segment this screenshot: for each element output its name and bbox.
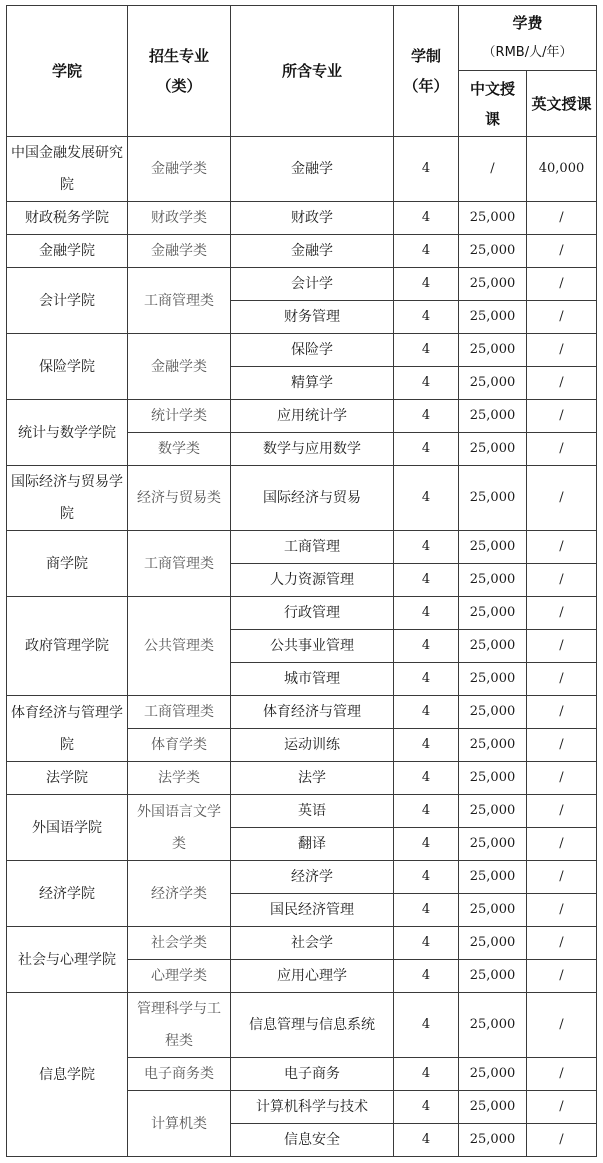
table-row bbox=[7, 334, 597, 367]
duration-years: 4 bbox=[394, 1058, 459, 1091]
fee-english: / bbox=[527, 663, 597, 696]
major-name: 社会学 bbox=[231, 927, 394, 960]
major-name: 英语 bbox=[231, 795, 394, 828]
duration-years: 4 bbox=[394, 531, 459, 564]
table-row bbox=[7, 597, 597, 630]
fee-english: / bbox=[527, 268, 597, 301]
major-name: 保险学 bbox=[231, 334, 394, 367]
enrollment-category: 心理学类 bbox=[128, 960, 231, 993]
fee-english: / bbox=[527, 927, 597, 960]
fee-english: / bbox=[527, 630, 597, 663]
enrollment-category: 经济学类 bbox=[128, 861, 231, 927]
enrollment-category: 金融学类 bbox=[128, 137, 231, 202]
major-name: 信息安全 bbox=[231, 1124, 394, 1157]
fee-chinese: 25,000 bbox=[459, 334, 527, 367]
table-row bbox=[7, 466, 597, 531]
header-majors: 所含专业 bbox=[231, 6, 394, 137]
header-duration: 学制（年） bbox=[394, 6, 459, 137]
duration-years: 4 bbox=[394, 433, 459, 466]
fee-english: / bbox=[527, 597, 597, 630]
fee-english: / bbox=[527, 729, 597, 762]
fee-english: / bbox=[527, 828, 597, 861]
duration-years: 4 bbox=[394, 1091, 459, 1124]
fee-english: / bbox=[527, 762, 597, 795]
enrollment-category: 统计学类 bbox=[128, 400, 231, 433]
college-name: 商学院 bbox=[7, 531, 128, 597]
table-row bbox=[7, 927, 597, 960]
college-name: 外国语学院 bbox=[7, 795, 128, 861]
fee-chinese: 25,000 bbox=[459, 1124, 527, 1157]
duration-years: 4 bbox=[394, 137, 459, 202]
enrollment-category: 经济与贸易类 bbox=[128, 466, 231, 531]
enrollment-category: 工商管理类 bbox=[128, 268, 231, 334]
table-row bbox=[7, 993, 597, 1058]
enrollment-category: 体育学类 bbox=[128, 729, 231, 762]
enrollment-category: 电子商务类 bbox=[128, 1058, 231, 1091]
fee-chinese: 25,000 bbox=[459, 762, 527, 795]
duration-years: 4 bbox=[394, 466, 459, 531]
major-name: 行政管理 bbox=[231, 597, 394, 630]
college-name: 保险学院 bbox=[7, 334, 128, 400]
major-name: 金融学 bbox=[231, 235, 394, 268]
major-name: 数学与应用数学 bbox=[231, 433, 394, 466]
table-row bbox=[7, 696, 597, 729]
fee-chinese: 25,000 bbox=[459, 696, 527, 729]
fee-chinese: 25,000 bbox=[459, 367, 527, 400]
fee-english: / bbox=[527, 1091, 597, 1124]
fee-english: / bbox=[527, 696, 597, 729]
duration-years: 4 bbox=[394, 762, 459, 795]
fee-chinese: 25,000 bbox=[459, 795, 527, 828]
fee-english: / bbox=[527, 466, 597, 531]
major-name: 公共事业管理 bbox=[231, 630, 394, 663]
college-name: 金融学院 bbox=[7, 235, 128, 268]
major-name: 会计学 bbox=[231, 268, 394, 301]
fee-chinese: 25,000 bbox=[459, 993, 527, 1058]
major-name: 应用统计学 bbox=[231, 400, 394, 433]
fee-chinese: 25,000 bbox=[459, 828, 527, 861]
college-name: 政府管理学院 bbox=[7, 597, 128, 696]
major-name: 国民经济管理 bbox=[231, 894, 394, 927]
duration-years: 4 bbox=[394, 861, 459, 894]
duration-years: 4 bbox=[394, 993, 459, 1058]
enrollment-category: 法学类 bbox=[128, 762, 231, 795]
fee-chinese: 25,000 bbox=[459, 894, 527, 927]
fee-english: / bbox=[527, 861, 597, 894]
table-row bbox=[7, 235, 597, 268]
fee-chinese: 25,000 bbox=[459, 630, 527, 663]
duration-years: 4 bbox=[394, 202, 459, 235]
header-fee bbox=[459, 6, 597, 71]
major-name: 运动训练 bbox=[231, 729, 394, 762]
fee-english: / bbox=[527, 400, 597, 433]
college-name: 国际经济与贸易学院 bbox=[7, 466, 128, 531]
college-name: 法学院 bbox=[7, 762, 128, 795]
enrollment-category: 数学类 bbox=[128, 433, 231, 466]
duration-years: 4 bbox=[394, 894, 459, 927]
fee-chinese: 25,000 bbox=[459, 564, 527, 597]
major-name: 计算机科学与技术 bbox=[231, 1091, 394, 1124]
fee-chinese: 25,000 bbox=[459, 400, 527, 433]
major-name: 财政学 bbox=[231, 202, 394, 235]
table-row bbox=[7, 268, 597, 301]
fee-chinese: 25,000 bbox=[459, 597, 527, 630]
fee-chinese: 25,000 bbox=[459, 531, 527, 564]
enrollment-category: 工商管理类 bbox=[128, 531, 231, 597]
fee-english: / bbox=[527, 1124, 597, 1157]
fee-english: / bbox=[527, 235, 597, 268]
fee-chinese: 25,000 bbox=[459, 663, 527, 696]
fee-english: / bbox=[527, 564, 597, 597]
duration-years: 4 bbox=[394, 729, 459, 762]
college-name: 会计学院 bbox=[7, 268, 128, 334]
table-row bbox=[7, 795, 597, 828]
table-row bbox=[7, 861, 597, 894]
table-row bbox=[7, 202, 597, 235]
fee-chinese: / bbox=[459, 137, 527, 202]
table-row bbox=[7, 400, 597, 433]
fee-english: / bbox=[527, 433, 597, 466]
fee-chinese: 25,000 bbox=[459, 861, 527, 894]
fee-chinese: 25,000 bbox=[459, 202, 527, 235]
fee-chinese: 25,000 bbox=[459, 1091, 527, 1124]
duration-years: 4 bbox=[394, 828, 459, 861]
fee-chinese: 25,000 bbox=[459, 235, 527, 268]
major-name: 应用心理学 bbox=[231, 960, 394, 993]
duration-years: 4 bbox=[394, 960, 459, 993]
major-name: 信息管理与信息系统 bbox=[231, 993, 394, 1058]
fee-english: / bbox=[527, 334, 597, 367]
major-name: 人力资源管理 bbox=[231, 564, 394, 597]
duration-years: 4 bbox=[394, 696, 459, 729]
tuition-table-wrapper bbox=[6, 5, 597, 1157]
table-body bbox=[7, 137, 597, 1157]
fee-english: / bbox=[527, 1058, 597, 1091]
enrollment-category: 工商管理类 bbox=[128, 696, 231, 729]
college-name: 经济学院 bbox=[7, 861, 128, 927]
major-name: 精算学 bbox=[231, 367, 394, 400]
fee-english: / bbox=[527, 960, 597, 993]
fee-chinese: 25,000 bbox=[459, 301, 527, 334]
header-fee-unit: （RMB/人/年） bbox=[482, 45, 573, 60]
enrollment-category: 社会学类 bbox=[128, 927, 231, 960]
fee-english: 40,000 bbox=[527, 137, 597, 202]
duration-years: 4 bbox=[394, 795, 459, 828]
fee-chinese: 25,000 bbox=[459, 268, 527, 301]
major-name: 经济学 bbox=[231, 861, 394, 894]
major-name: 法学 bbox=[231, 762, 394, 795]
fee-english: / bbox=[527, 894, 597, 927]
fee-english: / bbox=[527, 202, 597, 235]
enrollment-category: 外国语言文学类 bbox=[128, 795, 231, 861]
major-name: 国际经济与贸易 bbox=[231, 466, 394, 531]
fee-english: / bbox=[527, 531, 597, 564]
college-name: 社会与心理学院 bbox=[7, 927, 128, 993]
duration-years: 4 bbox=[394, 268, 459, 301]
duration-years: 4 bbox=[394, 630, 459, 663]
table-row bbox=[7, 531, 597, 564]
table-row bbox=[7, 137, 597, 202]
enrollment-category: 金融学类 bbox=[128, 334, 231, 400]
college-name: 财政税务学院 bbox=[7, 202, 128, 235]
college-name: 统计与数学学院 bbox=[7, 400, 128, 466]
college-name: 体育经济与管理学院 bbox=[7, 696, 128, 762]
fee-chinese: 25,000 bbox=[459, 433, 527, 466]
major-name: 体育经济与管理 bbox=[231, 696, 394, 729]
major-name: 城市管理 bbox=[231, 663, 394, 696]
header-enrollment-major: 招生专业（类） bbox=[128, 6, 231, 137]
table-row bbox=[7, 762, 597, 795]
major-name: 电子商务 bbox=[231, 1058, 394, 1091]
enrollment-category: 财政学类 bbox=[128, 202, 231, 235]
duration-years: 4 bbox=[394, 367, 459, 400]
duration-years: 4 bbox=[394, 1124, 459, 1157]
header-college: 学院 bbox=[7, 6, 128, 137]
fee-chinese: 25,000 bbox=[459, 729, 527, 762]
duration-years: 4 bbox=[394, 235, 459, 268]
fee-chinese: 25,000 bbox=[459, 1058, 527, 1091]
duration-years: 4 bbox=[394, 400, 459, 433]
fee-chinese: 25,000 bbox=[459, 466, 527, 531]
header-fee-title: 学费 bbox=[512, 14, 543, 32]
major-name: 金融学 bbox=[231, 137, 394, 202]
major-name: 工商管理 bbox=[231, 531, 394, 564]
fee-english: / bbox=[527, 367, 597, 400]
fee-english: / bbox=[527, 301, 597, 334]
enrollment-category: 管理科学与工程类 bbox=[128, 993, 231, 1058]
duration-years: 4 bbox=[394, 301, 459, 334]
duration-years: 4 bbox=[394, 564, 459, 597]
duration-years: 4 bbox=[394, 927, 459, 960]
header-fee-chinese: 中文授课 bbox=[459, 71, 527, 137]
major-name: 财务管理 bbox=[231, 301, 394, 334]
fee-chinese: 25,000 bbox=[459, 927, 527, 960]
enrollment-category: 金融学类 bbox=[128, 235, 231, 268]
fee-english: / bbox=[527, 993, 597, 1058]
fee-english: / bbox=[527, 795, 597, 828]
college-name: 中国金融发展研究院 bbox=[7, 137, 128, 202]
fee-chinese: 25,000 bbox=[459, 960, 527, 993]
major-name: 翻译 bbox=[231, 828, 394, 861]
duration-years: 4 bbox=[394, 663, 459, 696]
enrollment-category: 公共管理类 bbox=[128, 597, 231, 696]
enrollment-category: 计算机类 bbox=[128, 1091, 231, 1157]
tuition-table bbox=[6, 5, 597, 1157]
header-fee-english: 英文授课 bbox=[527, 71, 597, 137]
college-name: 信息学院 bbox=[7, 993, 128, 1157]
duration-years: 4 bbox=[394, 334, 459, 367]
table-header bbox=[7, 6, 597, 137]
duration-years: 4 bbox=[394, 597, 459, 630]
